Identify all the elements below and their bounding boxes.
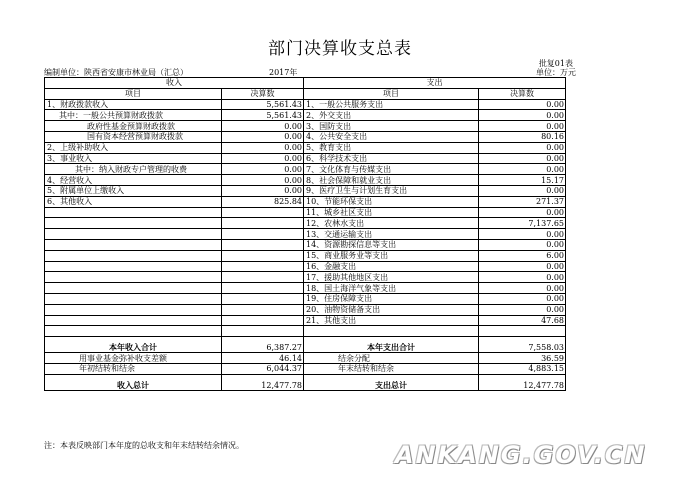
expense-amount-cell: 0.00 (479, 283, 566, 294)
expense-amount-cell: 0.00 (479, 229, 566, 240)
income-amount-cell (222, 315, 304, 326)
budget-summary-table (44, 77, 566, 391)
table-row (45, 121, 566, 132)
table-row (45, 185, 566, 196)
income-begin-balance-amount: 6,044.37 (222, 363, 304, 374)
expense-item-cell: 10、节能环保支出 (304, 196, 479, 207)
report-year: 2017年 (269, 68, 298, 77)
income-amount-cell: 0.00 (222, 164, 304, 175)
expense-end-balance-amount: 4,883.15 (479, 363, 566, 374)
expense-amount-header: 决算数 (479, 88, 566, 99)
table-row (45, 283, 566, 294)
expense-distribution-amount: 36.59 (479, 353, 566, 364)
expense-item-cell: 7、文化体育与传媒支出 (304, 164, 479, 175)
expense-item-cell: 4、公共安全支出 (304, 131, 479, 142)
expense-distribution-label: 结余分配 (304, 353, 479, 364)
expense-amount-cell: 15.17 (479, 175, 566, 186)
income-amount-cell (222, 207, 304, 218)
year-total-row (45, 337, 566, 353)
income-amount-cell (222, 326, 304, 337)
income-item-cell: 5、附属单位上缴收入 (45, 185, 222, 196)
expense-item-cell: 15、商业服务业等支出 (304, 250, 479, 261)
income-item-cell: 1、财政拨款收入 (45, 99, 222, 110)
income-item-cell: 6、其他收入 (45, 196, 222, 207)
page-title: 部门决算收支总表 (268, 39, 412, 59)
expense-item-cell (304, 326, 479, 337)
income-amount-cell: 0.00 (222, 153, 304, 164)
income-amount-cell (222, 250, 304, 261)
expense-item-cell: 5、教育支出 (304, 142, 479, 153)
expense-grand-total-label: 支出总计 (304, 374, 479, 390)
income-amount-cell: 825.84 (222, 196, 304, 207)
expense-amount-cell: 7,137.65 (479, 218, 566, 229)
table-row (45, 326, 566, 337)
footnote: 注：本表反映部门本年度的总收支和年末结转结余情况。 (44, 441, 244, 450)
income-year-total-amount: 6,387.27 (222, 337, 304, 353)
income-item-cell (45, 239, 222, 250)
income-item-cell (45, 229, 222, 240)
expense-amount-cell: 0.00 (479, 272, 566, 283)
income-amount-cell (222, 229, 304, 240)
income-item-cell (45, 293, 222, 304)
expense-amount-cell: 6.00 (479, 250, 566, 261)
table-row (45, 272, 566, 283)
table-row (45, 175, 566, 186)
site-watermark: ANKANG.GOV.CN (395, 441, 647, 469)
expense-amount-cell: 80.16 (479, 131, 566, 142)
expense-item-cell: 3、国防支出 (304, 121, 479, 132)
income-item-cell: 2、上级补助收入 (45, 142, 222, 153)
income-item-cell: 3、事业收入 (45, 153, 222, 164)
section-header-row (45, 78, 566, 89)
table-row (45, 315, 566, 326)
table-meta (44, 67, 576, 77)
income-fund-amount: 46.14 (222, 353, 304, 364)
expense-year-total-label: 本年支出合计 (304, 337, 479, 353)
income-amount-cell: 0.00 (222, 121, 304, 132)
currency-unit: 单位：万元 (536, 68, 576, 77)
income-item-cell (45, 272, 222, 283)
income-amount-cell (222, 283, 304, 294)
income-item-cell: 国有资本经营预算财政拨款 (45, 131, 222, 142)
expense-item-cell: 18、国土海洋气象等支出 (304, 283, 479, 294)
income-amount-cell (222, 272, 304, 283)
income-item-cell (45, 218, 222, 229)
expense-item-cell: 16、金融支出 (304, 261, 479, 272)
table-row (45, 164, 566, 175)
expense-item-cell: 21、其他支出 (304, 315, 479, 326)
income-item-cell (45, 283, 222, 294)
income-item-cell (45, 326, 222, 337)
grand-total-row (45, 374, 566, 390)
expense-item-cell: 2、外交支出 (304, 110, 479, 121)
table-row (45, 207, 566, 218)
income-amount-cell (222, 239, 304, 250)
income-grand-total-amount: 12,477.78 (222, 374, 304, 390)
table-row (45, 261, 566, 272)
table-row (45, 229, 566, 240)
column-header-row (45, 88, 566, 99)
expense-item-cell: 8、社会保障和就业支出 (304, 175, 479, 186)
income-item-cell (45, 315, 222, 326)
table-row (45, 304, 566, 315)
income-item-cell (45, 250, 222, 261)
expense-grand-total-amount: 12,477.78 (479, 374, 566, 390)
table-row (45, 363, 566, 374)
income-item-cell (45, 304, 222, 315)
expense-item-cell: 6、科学技术支出 (304, 153, 479, 164)
expense-item-cell: 11、城乡社区支出 (304, 207, 479, 218)
unit-name: 编制单位：陕西省安康市林业局（汇总） (44, 68, 188, 77)
income-amount-cell (222, 218, 304, 229)
expense-amount-cell (479, 326, 566, 337)
income-amount-header: 决算数 (222, 88, 304, 99)
table-row (45, 153, 566, 164)
income-item-cell: 4、经营收入 (45, 175, 222, 186)
expense-amount-cell: 0.00 (479, 142, 566, 153)
expense-item-cell: 19、住房保障支出 (304, 293, 479, 304)
expense-amount-cell: 0.00 (479, 261, 566, 272)
table-row (45, 196, 566, 207)
income-amount-cell: 0.00 (222, 175, 304, 186)
table-row (45, 110, 566, 121)
income-item-cell (45, 207, 222, 218)
income-fund-label: 用事业基金弥补收支差额 (45, 353, 222, 364)
expense-amount-cell: 0.00 (479, 239, 566, 250)
income-amount-cell: 5,561.43 (222, 99, 304, 110)
income-amount-cell: 0.00 (222, 142, 304, 153)
expense-amount-cell: 271.37 (479, 196, 566, 207)
table-row (45, 131, 566, 142)
expense-item-cell: 9、医疗卫生与计划生育支出 (304, 185, 479, 196)
expense-item-cell: 12、农林水支出 (304, 218, 479, 229)
table-row (45, 250, 566, 261)
income-item-header: 项目 (45, 88, 222, 99)
table-row (45, 218, 566, 229)
expense-amount-cell: 0.00 (479, 185, 566, 196)
income-item-cell: 其中：一般公共预算财政拨款 (45, 110, 222, 121)
expense-section-header: 支出 (304, 78, 566, 89)
expense-item-cell: 1、一般公共服务支出 (304, 99, 479, 110)
income-item-cell (45, 261, 222, 272)
table-row (45, 239, 566, 250)
expense-amount-cell: 47.68 (479, 315, 566, 326)
expense-amount-cell: 0.00 (479, 304, 566, 315)
table-row (45, 142, 566, 153)
income-amount-cell: 0.00 (222, 131, 304, 142)
income-amount-cell (222, 293, 304, 304)
expense-amount-cell: 0.00 (479, 121, 566, 132)
form-code: 批复01表 (538, 59, 573, 68)
income-amount-cell: 5,561.43 (222, 110, 304, 121)
expense-amount-cell: 0.00 (479, 153, 566, 164)
expense-amount-cell: 0.00 (479, 207, 566, 218)
income-amount-cell (222, 304, 304, 315)
expense-item-cell: 20、油物资储备支出 (304, 304, 479, 315)
expense-end-balance-label: 年末结转和结余 (304, 363, 479, 374)
income-begin-balance-label: 年初结转和结余 (45, 363, 222, 374)
expense-year-total-amount: 7,558.03 (479, 337, 566, 353)
income-amount-cell: 0.00 (222, 185, 304, 196)
expense-item-header: 项目 (304, 88, 479, 99)
income-item-cell: 其中：纳入财政专户管理的收费 (45, 164, 222, 175)
table-row (45, 293, 566, 304)
table-row (45, 99, 566, 110)
income-year-total-label: 本年收入合计 (45, 337, 222, 353)
expense-amount-cell: 0.00 (479, 164, 566, 175)
income-amount-cell (222, 261, 304, 272)
expense-amount-cell: 0.00 (479, 293, 566, 304)
income-item-cell: 政府性基金预算财政拨款 (45, 121, 222, 132)
income-grand-total-label: 收入总计 (45, 374, 222, 390)
expense-item-cell: 13、交通运输支出 (304, 229, 479, 240)
expense-item-cell: 14、资源勘探信息等支出 (304, 239, 479, 250)
expense-amount-cell: 0.00 (479, 110, 566, 121)
income-section-header: 收入 (45, 78, 304, 89)
expense-amount-cell: 0.00 (479, 99, 566, 110)
expense-item-cell: 17、援助其他地区支出 (304, 272, 479, 283)
table-row (45, 353, 566, 364)
